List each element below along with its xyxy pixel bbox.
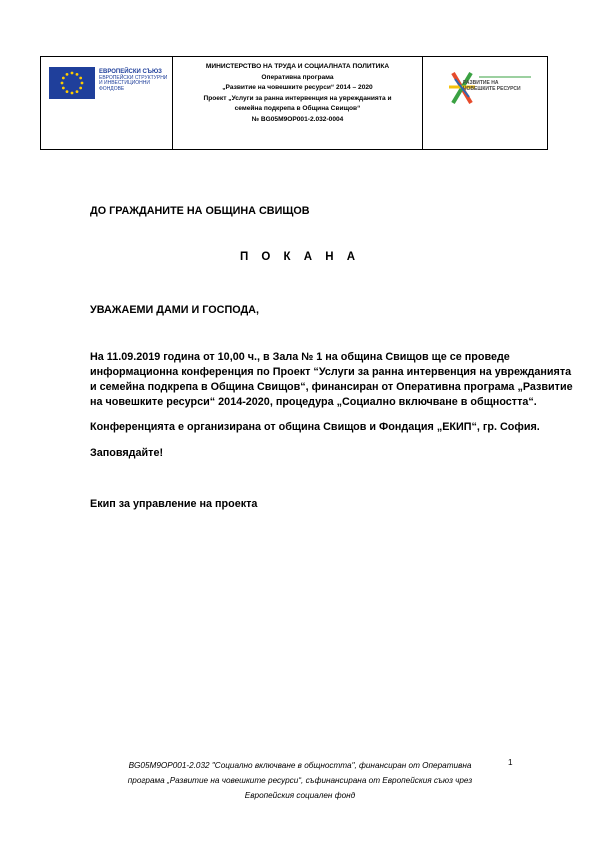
- signature: Екип за управление на проекта: [90, 498, 258, 510]
- eu-star: [71, 72, 74, 75]
- eu-star: [79, 87, 82, 90]
- document-title: П О К А Н А: [239, 251, 361, 263]
- eu-star: [79, 77, 82, 80]
- paragraph-line-4: на човешките ресурси“ 2014-2020, процедура „Социално включване в общността“.: [90, 396, 537, 408]
- programme-logo-text-line-1: РАЗВИТИЕ НА: [463, 80, 499, 86]
- programme-name: „Развитие на човешките ресурси“ 2014 – 2020: [222, 84, 373, 91]
- programme-logo-cell: [423, 57, 547, 149]
- footer-line-1: BG05M9OP001-2.032 "Социално включване в общността", финансиран от Оперативна: [128, 761, 472, 770]
- paragraph-line-3: и семейна подкрепа в Община Свищов“, финансиран от Оперативна програма „Развитие: [90, 381, 573, 393]
- eu-star: [66, 90, 69, 93]
- programme-logo-text-line-2: ЧОВЕШКИТЕ РЕСУРСИ: [463, 85, 521, 92]
- paragraph-line-1: На 11.09.2019 година от 10,00 ч., в Зала № 1 на община Свищов ще се проведе: [90, 351, 510, 363]
- footer-line-3: Европейския социален фонд: [244, 791, 356, 800]
- organizers-sentence: Конференцията е организирана от община Свищов и Фондация „ЕКИП“, гр. София.: [90, 421, 540, 433]
- eu-logo-subtitle: ЕВРОПЕЙСКИ СТРУКТУРНИ И ИНВЕСТИЦИОННИ ФОНДОВЕ: [99, 74, 168, 92]
- welcome-text: Заповядайте!: [90, 447, 164, 459]
- eu-logo-cell: [41, 57, 173, 149]
- ministry-cell: [173, 57, 423, 149]
- programme-logo-text: [463, 81, 521, 92]
- eu-star: [62, 87, 65, 90]
- eu-star: [62, 77, 65, 80]
- footer: [90, 758, 510, 803]
- eu-star: [66, 73, 69, 76]
- eu-star: [76, 90, 79, 93]
- eu-star: [71, 92, 74, 95]
- eu-logo-title: ЕВРОПЕЙСКИ СЪЮЗ: [99, 69, 162, 75]
- project-title-line-2: семейна подкрепа в Община Свищов“: [234, 105, 361, 112]
- eu-logo-text: [99, 70, 171, 92]
- greeting: УВАЖАЕМИ ДАМИ И ГОСПОДА,: [90, 304, 259, 316]
- addressee: ДО ГРАЖДАНИТЕ НА ОБЩИНА СВИЩОВ: [90, 205, 310, 217]
- project-number: № BG05M9OP001-2.032-0004: [251, 115, 344, 123]
- footer-line-2: програма „Развитие на човешките ресурси“, съфинансирана от Европейския съюз чрез: [127, 776, 473, 785]
- eu-flag-icon: [49, 67, 95, 99]
- eu-star: [76, 73, 79, 76]
- eu-star: [61, 82, 64, 85]
- project-title-line-1: Проект „Услуги за ранна интервенция на уврежданията и: [203, 94, 392, 102]
- eu-star: [81, 82, 84, 85]
- paragraph-line-2: информационна конференция по Проект “Услуги за ранна интервенция на уврежданията: [90, 366, 572, 378]
- programme-label: Оперативна програма: [261, 73, 334, 81]
- ministry-name: МИНИСТЕРСТВО НА ТРУДА И СОЦИАЛНАТА ПОЛИТИКА: [205, 63, 390, 70]
- header-table: [40, 56, 548, 150]
- page-number: 1: [508, 758, 513, 767]
